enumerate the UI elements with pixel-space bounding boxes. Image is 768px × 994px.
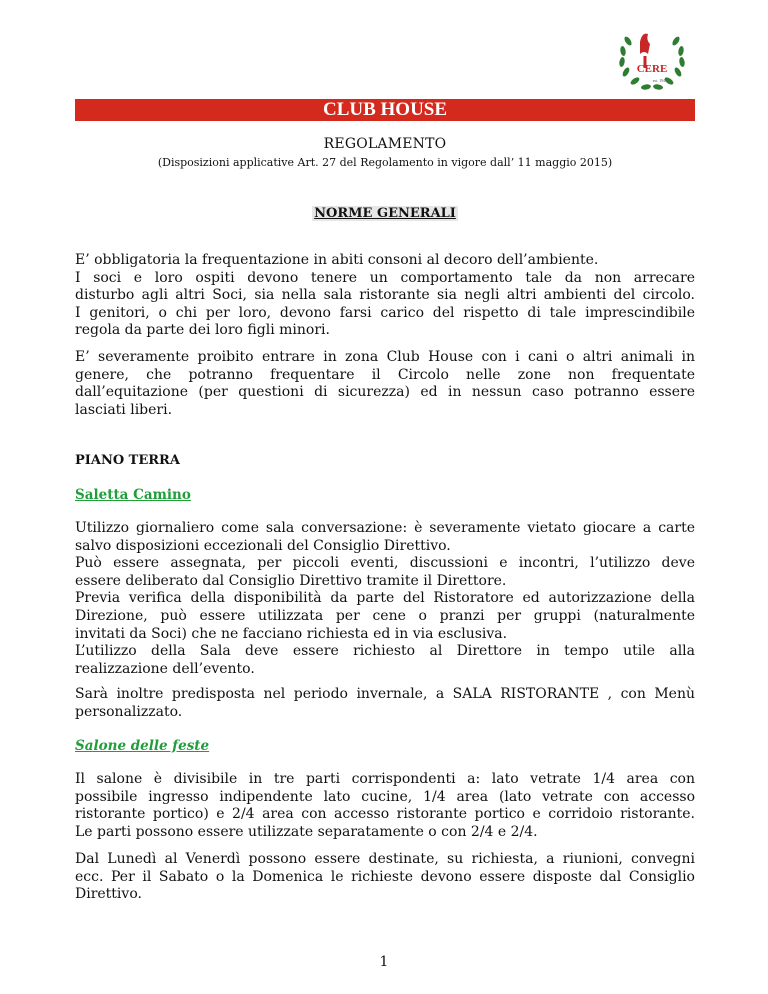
text-line: ecc. Per il Sabato o la Domenica le richieste devono essere disposte dal Consiglio [75,868,695,885]
text-line: E’ obbligatoria la frequentazione in abiti consoni al decoro dell’ambiente. [75,252,599,268]
cere-logo [612,20,692,100]
paragraph-saletta [75,520,695,678]
page-number: 1 [379,954,389,970]
text-line: Direzione, può essere utilizzata per cene o pranzi per gruppi (naturalmente [75,607,695,624]
banner-title: CLUB HOUSE [322,99,448,120]
text-line: invitati da Soci) che ne facciano richiesta ed in via esclusiva. [75,625,508,642]
text-line: Dal Lunedì al Venerdì possono essere destinate, su richiesta, a riunioni, convegni [75,851,695,867]
paragraph-animals [75,349,695,419]
text-line: I genitori, o chi per loro, devono farsi carico del rispetto di tale imprescindibile [75,304,695,321]
text-line: genere, che potranno frequentare il Circolo nelle zone non frequentate [75,366,695,383]
salone-feste-heading: Salone delle feste [75,738,210,754]
saletta-camino-heading: Saletta Camino [75,487,191,503]
text-line: realizzazione dell’evento. [75,660,255,677]
text-line: Il salone è divisibile in tre parti corrispondenti a: lato vetrate 1/4 area con [75,771,695,787]
text-line: Può essere assegnata, per piccoli eventi, discussioni e incontri, l’utilizzo deve [75,555,695,572]
text-line: Sarà inoltre predisposta nel periodo invernale, a SALA RISTORANTE , con Menù [75,686,695,702]
norme-generali-heading [75,206,695,221]
regolamento-title: REGOLAMENTO [323,136,447,152]
norme-generali-label: NORME GENERALI [314,206,456,221]
regolamento-subtitle: (Disposizioni applicative Art. 27 del Regolamento in vigore dall’ 11 maggio 2015) [157,156,613,169]
text-line: dall’equitazione (per questioni di sicurezza) ed in nessun caso potranno essere [75,384,695,401]
svg-text:CERE: CERE [636,63,668,75]
text-line: possibile ingresso indipendente lato cucine, 1/4 area (lato vetrate con accesso [75,788,695,805]
text-line: E’ severamente proibito entrare in zona Club House con i cani o altri animali in [75,349,695,365]
text-line: essere deliberato dal Consiglio Direttivo tramite il Direttore. [75,572,507,589]
text-line: Direttivo. [75,886,142,903]
text-line: salvo disposizioni eccezionali del Consiglio Direttivo. [75,537,451,554]
paragraph-salone [75,771,695,841]
text-line: Le parti possono essere utilizzate separatamente o con 2/4 e 2/4. [75,823,538,840]
text-line: disturbo agli altri Soci, sia nella sala ristorante sia negli altri ambienti del circolo. [75,287,695,304]
paragraph-saletta-winter [75,686,695,721]
text-line: regola da parte dei loro figli minori. [75,322,330,339]
text-line: Previa verifica della disponibilità da parte del Ristoratore ed autorizzazione della [75,590,695,607]
text-line: personalizzato. [75,703,183,720]
piano-terra-heading: PIANO TERRA [75,453,180,468]
title-banner [75,99,695,121]
text-line: lasciati liberi. [75,401,173,418]
text-line: Utilizzo giornaliero come sala conversazione: è severamente vietato giocare a carte [75,520,695,536]
paragraph-salone-booking [75,851,695,904]
svg-text:est. 1947: est. 1947 [652,78,668,83]
text-line: ristorante portico) e 2/4 area con accesso ristorante portico e corridoio ristorante. [75,806,695,823]
paragraph-general-conduct [75,252,695,340]
text-line: I soci e loro ospiti devono tenere un comportamento tale da non arrecare [75,269,695,286]
text-line: L’utilizzo della Sala deve essere richiesto al Direttore in tempo utile alla [75,643,695,660]
